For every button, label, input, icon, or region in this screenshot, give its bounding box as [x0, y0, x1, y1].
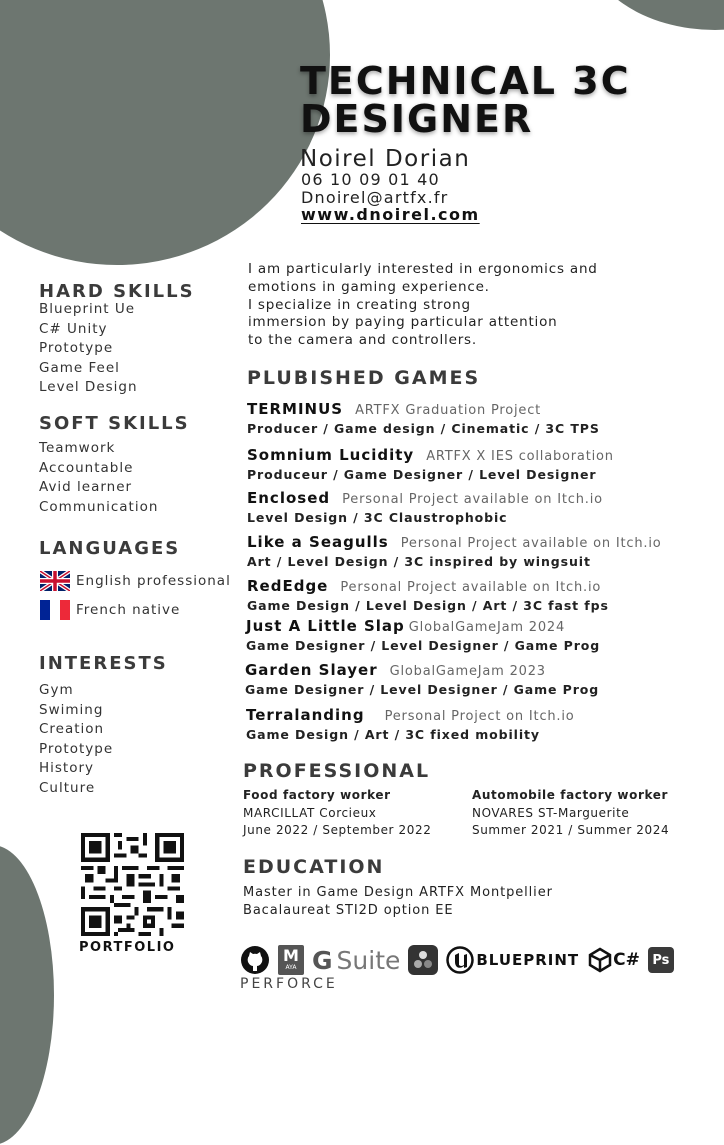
- game-note: GlobalGameJam 2024: [408, 620, 566, 635]
- game-title: TERMINUS: [247, 400, 344, 418]
- list-item: Bacalaureat STI2D option EE: [243, 902, 454, 918]
- candidate-name: Noirel Dorian: [300, 146, 471, 172]
- game-entry: [246, 617, 600, 653]
- soft-skills-list: [39, 439, 158, 517]
- interests-heading: INTERESTS: [39, 653, 168, 674]
- github-icon: [240, 945, 270, 975]
- game-entry: [247, 446, 614, 482]
- list-item: Master in Game Design ARTFX Montpellier: [243, 885, 553, 900]
- job-entry: [243, 787, 431, 840]
- game-entry: [247, 577, 609, 613]
- game-note: Personal Project available on Itch.io: [342, 492, 603, 507]
- phone-number: 06 10 09 01 40: [301, 170, 440, 189]
- job-title: Automobile factory worker: [472, 788, 668, 802]
- job-company: MARCILLAT Corcieux: [243, 805, 377, 820]
- game-title: Somnium Lucidity: [247, 446, 415, 464]
- game-roles: Game Design / Level Design / Art / 3C fast fps: [247, 598, 609, 613]
- intro-paragraph: I am particularly interested in ergonomics and emotions in gaming experience. I specialize in creating strong immersion by paying particular attention to the camera and controllers.: [248, 261, 598, 349]
- blueprint-label: BLUEPRINT: [476, 951, 580, 969]
- list-item: Blueprint Ue: [39, 301, 136, 317]
- list-item: Culture: [39, 779, 96, 796]
- list-item: Prototype: [39, 740, 114, 757]
- language-french: [40, 600, 180, 620]
- game-note: Personal Project on Itch.io: [384, 709, 575, 724]
- game-note: ARTFX Graduation Project: [355, 403, 542, 418]
- language-label: French native: [76, 602, 181, 618]
- list-item: Swiming: [39, 701, 104, 718]
- job-title: TECHNICAL 3C DESIGNER: [300, 59, 631, 141]
- csharp-label: C#: [613, 950, 640, 970]
- game-title: Enclosed: [247, 489, 331, 507]
- list-item: Gym: [39, 682, 74, 698]
- list-item: Prototype: [39, 340, 114, 356]
- list-item: Teamwork: [39, 440, 116, 456]
- game-roles: Game Designer / Level Designer / Game Prog: [246, 638, 601, 653]
- game-roles: Produceur / Game Designer / Level Designer: [247, 467, 597, 482]
- photoshop-icon: Ps: [648, 947, 674, 973]
- game-roles: Level Design / 3C Claustrophobic: [247, 510, 508, 525]
- game-entry: [245, 661, 599, 697]
- maya-icon: M AYA: [278, 945, 304, 975]
- email-address[interactable]: Dnoirel@artfx.fr: [301, 188, 449, 207]
- job-title: Food factory worker: [243, 788, 391, 802]
- top-right-circle: [585, 0, 724, 30]
- game-title: Just A Little Slap: [246, 617, 405, 635]
- game-roles: Game Design / Art / 3C fixed mobility: [246, 727, 540, 742]
- education-heading: EDUCATION: [243, 856, 385, 878]
- bottom-left-circle: [0, 845, 54, 1145]
- france-flag-icon: [40, 600, 70, 620]
- language-english: [40, 571, 231, 591]
- list-item: Creation: [39, 721, 105, 737]
- job-period: June 2022 / September 2022: [243, 823, 432, 837]
- education-list: [243, 884, 553, 919]
- job-company: NOVARES ST-Marguerite: [472, 805, 630, 820]
- game-note: Personal Project available on Itch.io: [400, 536, 662, 551]
- list-item: Game Feel: [39, 359, 120, 376]
- job-period: Summer 2021 / Summer 2024: [472, 823, 670, 837]
- game-title: Like a Seagulls: [247, 533, 389, 551]
- website-link[interactable]: www.dnoirel.com: [301, 205, 480, 224]
- hard-skills-list: [39, 300, 138, 398]
- davinci-resolve-icon: [408, 945, 438, 975]
- game-title: Garden Slayer: [245, 661, 378, 679]
- list-item: Accountable: [39, 459, 134, 476]
- game-note: Personal Project available on Itch.io: [340, 580, 602, 595]
- professional-heading: PROFESSIONAL: [243, 760, 431, 782]
- game-title: Terralanding: [246, 706, 365, 724]
- uk-flag-icon: [40, 571, 70, 591]
- game-entry: [247, 533, 662, 569]
- portfolio-label: PORTFOLIO: [79, 940, 176, 955]
- game-roles: Art / Level Design / 3C inspired by wingsuit: [247, 554, 591, 569]
- published-games-heading: PLUBISHED GAMES: [247, 367, 481, 389]
- languages-heading: LANGUAGES: [39, 538, 181, 559]
- top-left-circle: [0, 0, 330, 265]
- list-item: Avid learner: [39, 479, 133, 495]
- list-item: C# Unity: [39, 320, 108, 337]
- interests-list: [39, 681, 113, 798]
- game-entry: [247, 400, 600, 436]
- game-note: ARTFX X IES collaboration: [426, 449, 614, 464]
- list-item: Level Design: [39, 379, 138, 395]
- job-entry: [472, 787, 669, 840]
- hard-skills-heading: HARD SKILLS: [39, 281, 195, 302]
- tools-row: [240, 945, 682, 975]
- language-label: English professional: [76, 573, 231, 589]
- perforce-label: PERFORCE: [240, 976, 338, 992]
- game-note: GlobalGameJam 2023: [389, 664, 546, 679]
- game-entry: [247, 489, 603, 525]
- game-roles: Producer / Game design / Cinematic / 3C TPS: [247, 421, 600, 436]
- unity-icon: [587, 947, 613, 973]
- gsuite-icon: G Suite: [312, 945, 401, 975]
- list-item: History: [39, 760, 95, 776]
- portfolio-qr-code[interactable]: [81, 833, 184, 936]
- unreal-engine-icon: [446, 946, 474, 974]
- game-title: RedEdge: [247, 577, 329, 595]
- game-entry: [246, 706, 575, 742]
- soft-skills-heading: SOFT SKILLS: [39, 413, 190, 434]
- game-roles: Game Designer / Level Designer / Game Prog: [245, 682, 600, 697]
- list-item: Communication: [39, 498, 159, 515]
